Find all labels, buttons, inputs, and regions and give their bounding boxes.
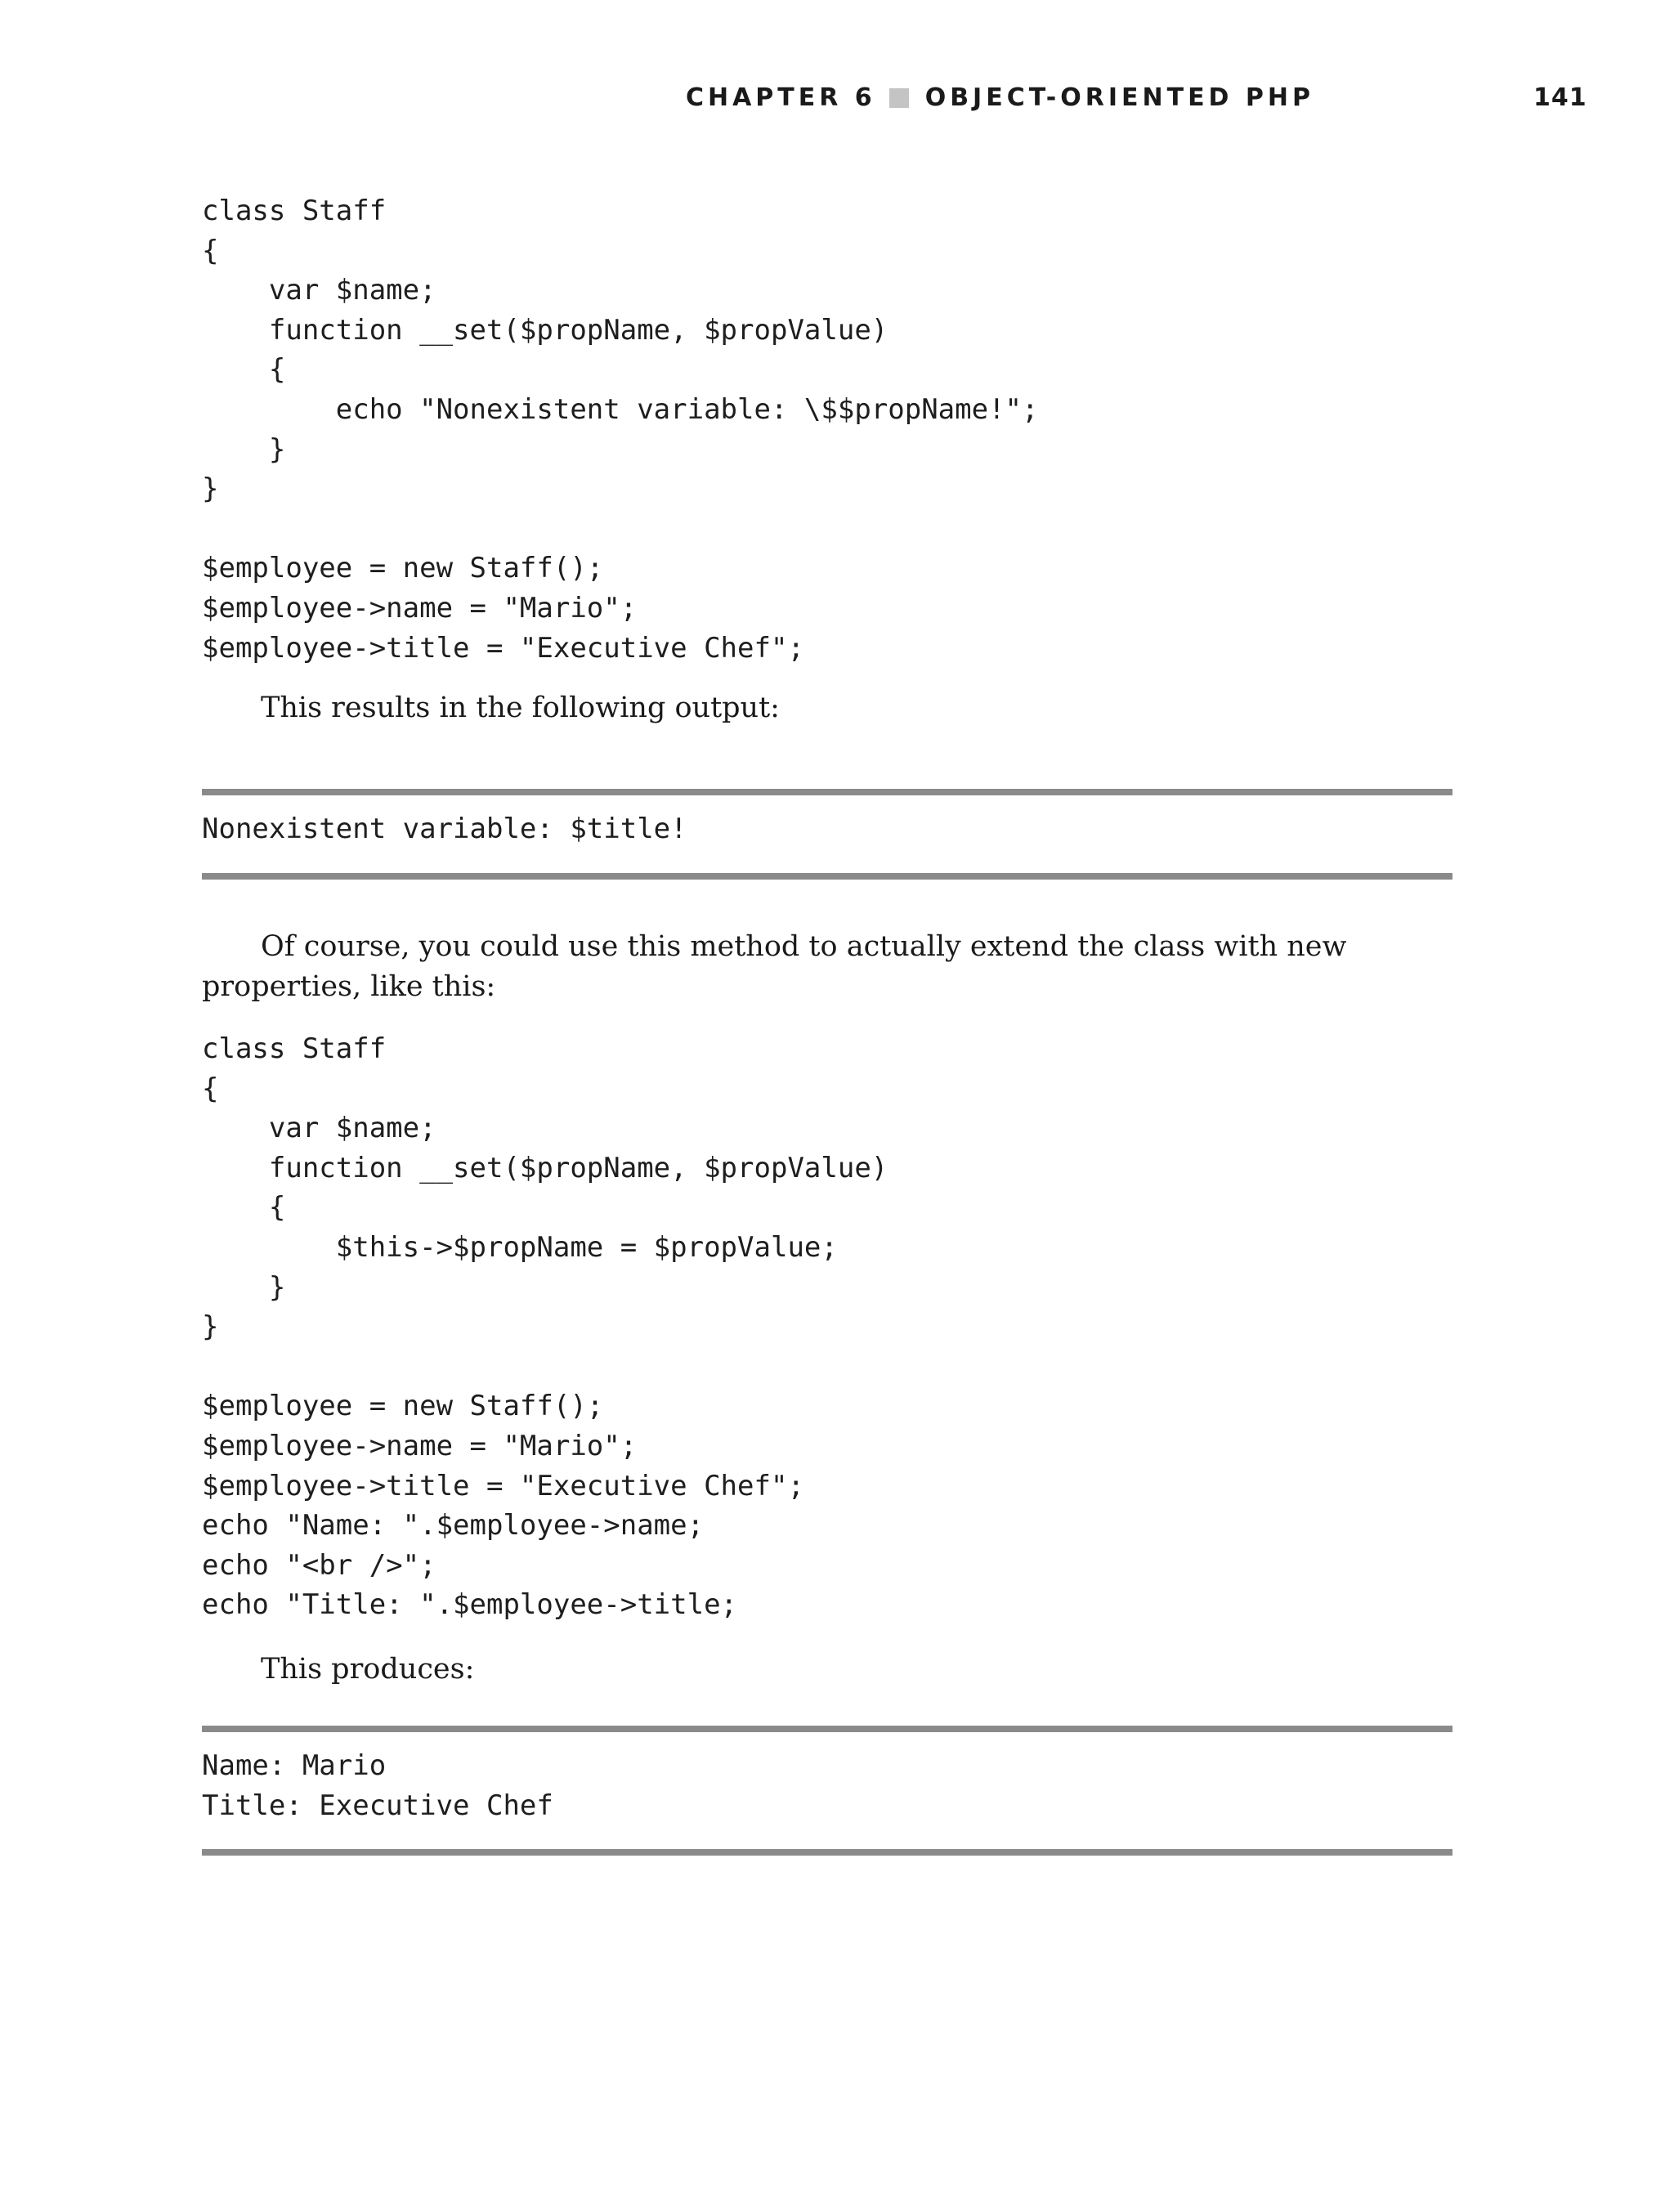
- paragraph-text: Of course, you could use this method to actually extend the class with new properties, like this:: [202, 930, 1347, 1003]
- chapter-title: OBJECT-ORIENTED PHP: [924, 83, 1314, 112]
- output-rule-bottom: [202, 1849, 1452, 1856]
- chapter-heading: [686, 80, 1314, 116]
- chapter-label: CHAPTER 6: [685, 83, 876, 112]
- running-header: [0, 80, 1674, 121]
- square-separator-icon: [889, 88, 909, 108]
- paragraph-produces: [202, 1650, 1461, 1690]
- code-listing-1: class Staff { var $name; function __set($propName, $propValue) { echo "Nonexistent variable: \$$propName!"; } } $employee = new Staff(); $employee->name = "Mario"; $employee->title = "Executive Chef";: [202, 195, 1039, 665]
- output-rule-top: [202, 1726, 1452, 1732]
- page-number: 141: [1533, 83, 1587, 112]
- paragraph-output-intro: [202, 688, 1461, 728]
- paragraph-text: This results in the following output:: [261, 692, 780, 724]
- output-rule-bottom: [202, 873, 1452, 880]
- output-listing-2: Name: Mario Title: Executive Chef: [202, 1749, 553, 1822]
- output-listing-1: Nonexistent variable: $title!: [202, 813, 687, 845]
- paragraph-extend-class: [202, 927, 1461, 1007]
- paragraph-text: This produces:: [261, 1653, 475, 1686]
- output-rule-top: [202, 789, 1452, 795]
- code-listing-2: class Staff { var $name; function __set($propName, $propValue) { $this->$propName = $propValue; } } $employee = new Staff(); $employee->name = "Mario"; $employee->title = "Executive Chef"; echo "Name: ".$employee->name; echo "<br />"; echo "Title: ".$employee->title;: [202, 1032, 888, 1622]
